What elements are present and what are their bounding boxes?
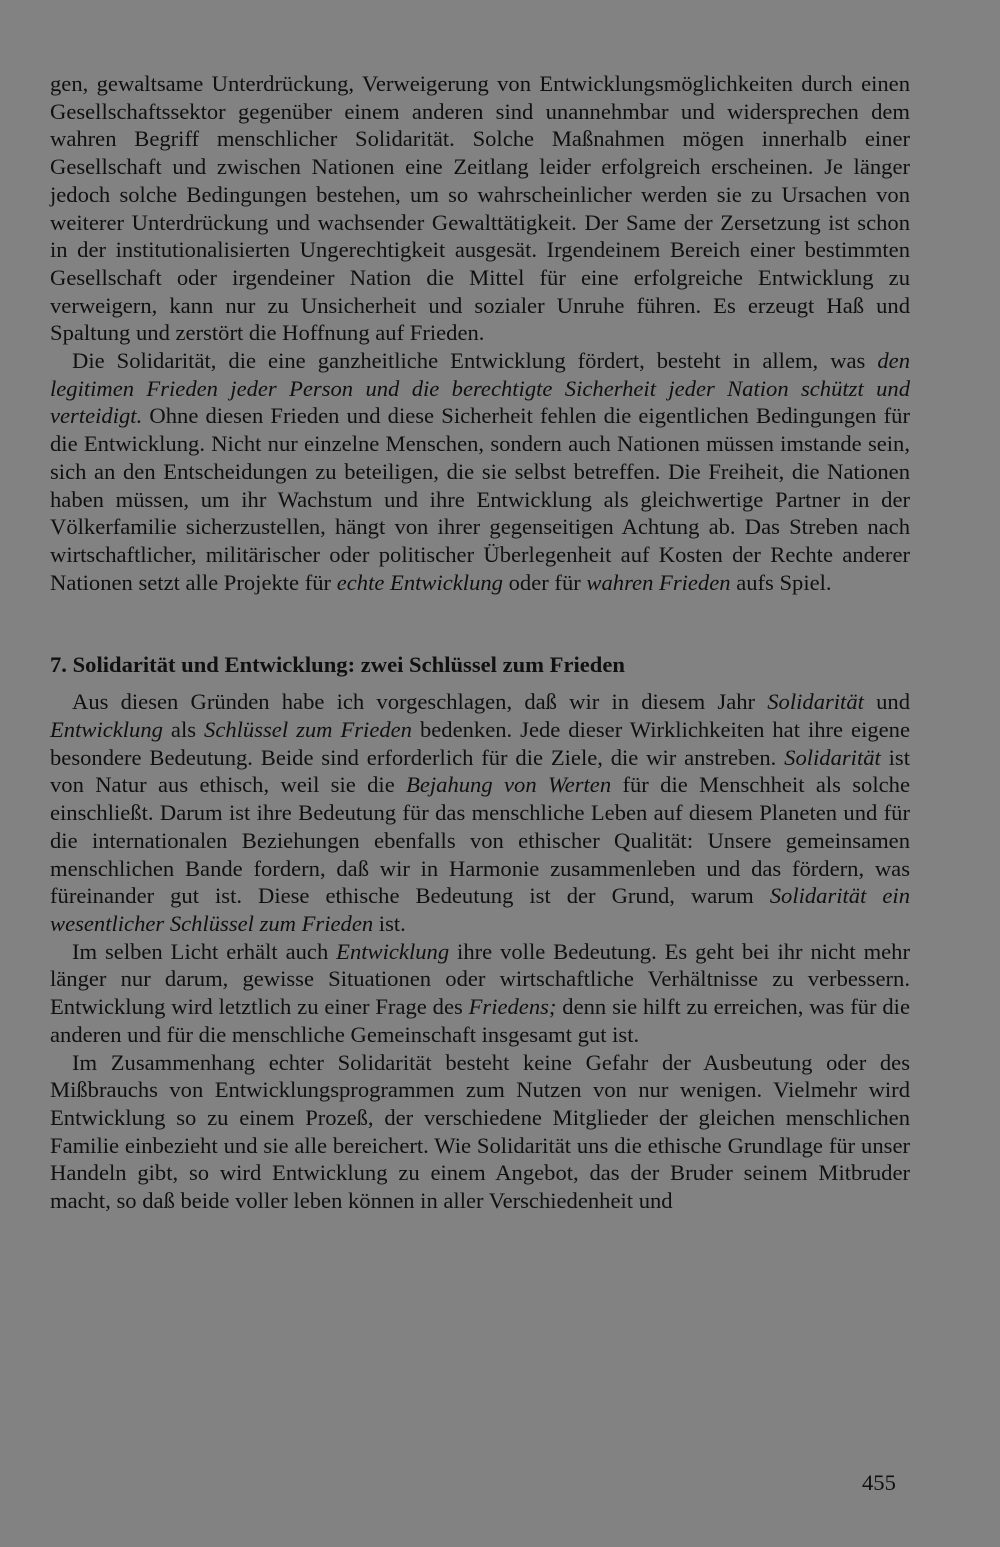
emphasis-text: echte Entwicklung	[336, 569, 503, 595]
emphasis-text: Solidarität ein wesentlicher Schlüssel zum Frieden	[50, 883, 910, 936]
text-run: ist von Natur aus ethisch, weil sie die	[50, 744, 910, 798]
emphasis-text: den legitimen Frieden jeder Person und die berechtigte Sicherheit jeder Nation schützt und verteidigt.	[50, 348, 910, 429]
text-run: Aus diesen Gründen habe ich vorgeschlagen, daß wir in diesem Jahr	[72, 689, 768, 715]
paragraph-opening: gen, gewaltsame Unterdrückung, Verweigerung von Entwicklungsmöglichkeiten durch einen Gesellschaftssektor gegenüber einem anderen sind unannehmbar und widersprechen dem wahren Begriff menschlicher Solidarität. Solche Maßnahmen mögen innerhalb einer Gesellschaft und zwischen Nationen eine Zeitlang leider erfolgreich erscheinen. Je länger jedoch solche Bedingungen bestehen, um so wahrscheinlicher werden sie zu Ursachen von weiterer Unterdrückung und wachsender Gewalttätigkeit. Der Same der Zersetzung ist schon in der institutionalisierten Ungerechtigkeit ausgesät. Irgendeinem Bereich einer bestimmten Gesellschaft oder irgendeiner Nation die Mittel für eine erfolgreiche Entwicklung zu verweigern, kann nur zu Unsicherheit und sozialer Unruhe führen. Es erzeugt Haß und Spaltung und zerstört die Hoffnung auf Frieden.	[50, 71, 910, 346]
text-run: bedenken. Jede dieser Wirklichkeiten hat ihre eigene besondere Bedeutung. Beide sind erforderlich für die Ziele, die wir anstreben.	[50, 717, 910, 770]
text-run: für die Menschheit als solche einschließt. Darum ist ihre Bedeutung für das menschliche Leben auf diesem Planeten und für die internationalen Beziehungen ebenfalls von ethischer Qualität: Unsere gemeinsamen menschlichen Bande fordern, daß wir in Harmonie zusammenleben und das fördern, was füreinander gut ist. Diese ethische Bedeutung ist der Grund, warum	[50, 772, 910, 909]
emphasis-text: Bejahung von Werten	[406, 772, 612, 798]
paragraph-solidarity-peace	[50, 347, 910, 596]
emphasis-text: Entwicklung	[336, 938, 450, 964]
emphasis-text: Solidarität	[767, 689, 864, 715]
text-run: und	[863, 689, 911, 715]
text-run: ihre volle Bedeutung. Es geht bei ihr nicht mehr länger nur darum, gewisse Situationen oder wirtschaftliche Verhältnisse zu verbessern. Entwicklung wird letztlich zu einer Frage des	[50, 938, 911, 1020]
page-body	[50, 70, 910, 1215]
section-heading: 7. Solidarität und Entwicklung: zwei Schlüssel zum Frieden	[50, 652, 625, 678]
paragraph-keys-to-peace	[50, 688, 910, 937]
text-run: Ohne diesen Frieden und diese Sicherheit fehlen die eigentlichen Bedingungen für die Entwicklung. Nicht nur einzelne Menschen, sondern auch Nationen müssen imstande sein, sich an den Entscheidungen zu beteiligen, die sie selbst betreffen. Die Freiheit, die Nationen haben müssen, um ihr Wachstum und ihre Entwicklung als gleichwertige Partner in der Völkerfamilie sicherzustellen, hängt von ihrer gegenseitigen Achtung ab. Das Streben nach wirtschaftlicher, militärischer oder politischer Überlegenheit auf Kosten der Rechte anderer Nationen setzt alle Projekte für	[50, 403, 910, 595]
text-run: denn sie hilft zu erreichen, was für die anderen und für die menschliche Gemeinschaft insgesamt gut ist.	[50, 994, 910, 1047]
emphasis-text: Solidarität	[784, 744, 881, 770]
emphasis-text: Schlüssel zum Frieden	[204, 717, 412, 743]
text-run: als	[162, 717, 205, 743]
text-run: Die Solidarität, die eine ganzheitliche Entwicklung fördert, besteht in allem, was	[72, 348, 878, 374]
paragraph-development	[50, 938, 910, 1049]
text-run: ist.	[373, 910, 406, 936]
paragraph-true-solidarity: Im Zusammenhang echter Solidarität besteht keine Gefahr der Ausbeutung oder des Mißbrauchs von Entwicklungsprogrammen zum Nutzen von nur wenigen. Vielmehr wird Entwicklung so zu einem Prozeß, der verschiedene Mitglieder der gleichen menschlichen Familie einbezieht und sie alle bereichert. Wie Solidarität uns die ethische Grundlage für unser Handeln gibt, so wird Entwicklung zu einem Angebot, das der Bruder seinem Mitbruder macht, so daß beide voller leben können in aller Verschiedenheit und	[50, 1049, 910, 1214]
emphasis-text: Entwicklung	[50, 717, 163, 743]
text-run: oder für	[502, 569, 587, 595]
section-spacer	[50, 596, 910, 651]
text-run: Im selben Licht erhält auch	[72, 938, 337, 964]
emphasis-text: wahren Frieden	[586, 569, 731, 595]
text-run: aufs Spiel.	[730, 569, 832, 595]
page-number: 455	[862, 1470, 896, 1495]
emphasis-text: Friedens;	[468, 994, 557, 1020]
